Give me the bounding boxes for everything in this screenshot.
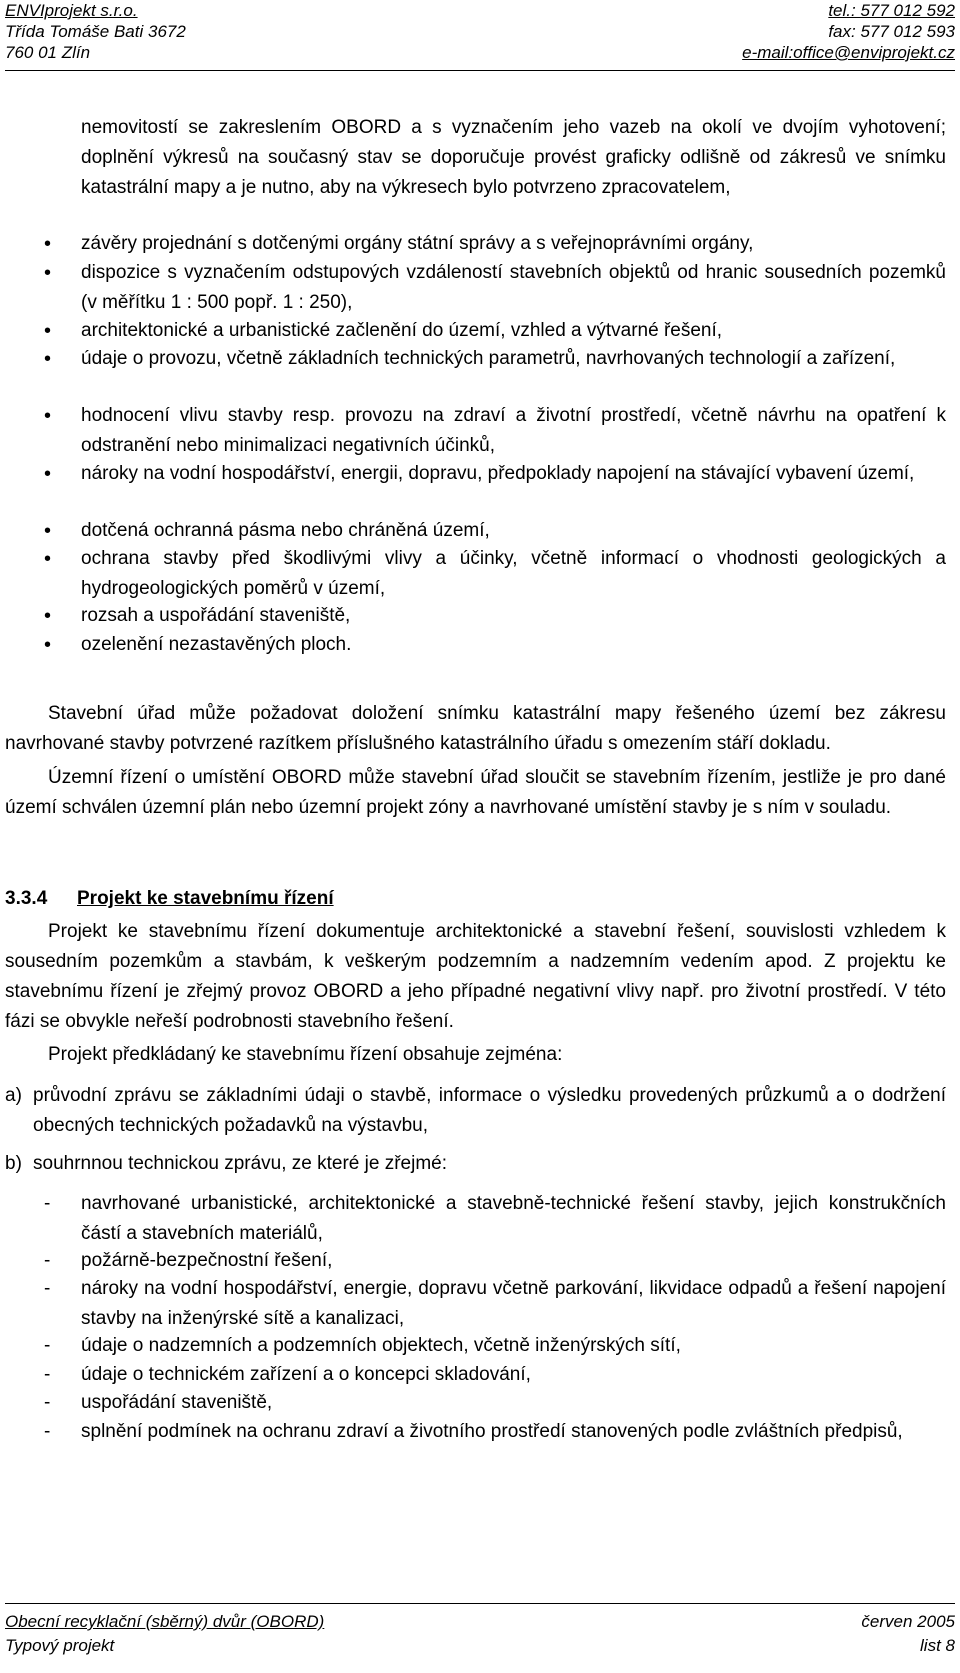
header-left: [5, 0, 186, 63]
footer-title: Obecní recyklační (sběrný) dvůr (OBORD): [5, 1612, 325, 1631]
footer-right: [861, 1610, 955, 1658]
section-heading: [5, 884, 334, 914]
company-name: ENVIprojekt s.r.o.: [5, 1, 138, 20]
company-phone: tel.: 577 012 592: [828, 1, 955, 20]
dash-marker: -: [44, 1278, 51, 1299]
bullet-marker: •: [44, 634, 52, 656]
header-right: [742, 0, 955, 63]
item-b-label: b): [5, 1153, 22, 1174]
list-item: ozelenění nezastavěných ploch.: [81, 634, 352, 655]
company-city: 760 01 Zlín: [5, 43, 91, 62]
bullet-marker: •: [44, 605, 52, 627]
list-item: dotčená ochranná pásma nebo chráněná území,: [81, 520, 490, 541]
bullet-marker: •: [44, 233, 52, 255]
list-item: architektonické a urbanistické začlenění do území, vzhled a výtvarné řešení,: [81, 320, 723, 341]
bullet-marker: •: [44, 548, 52, 570]
list-item: nároky na vodní hospodářství, energie, dopravu včetně parkování, likvidace odpadů a řešení napojení stavby na inženýrské sítě a kanalizaci,: [81, 1278, 946, 1329]
item-b-text: souhrnnou technickou zprávu, ze které je zřejmé:: [33, 1153, 447, 1174]
list-item: nároky na vodní hospodářství, energii, dopravu, předpoklady napojení na stávající vybavení území,: [81, 463, 915, 484]
list-item: požárně-bezpečnostní řešení,: [81, 1250, 333, 1271]
bullet-marker: •: [44, 405, 52, 427]
item-a-label: a): [5, 1085, 22, 1106]
item-a-text: průvodní zprávu se základními údaji o stavbě, informace o výsledku provedených průzkumů a o dodržení obecných technických požadavků na výstavbu,: [33, 1085, 946, 1136]
company-fax: fax: 577 012 593: [828, 22, 955, 41]
list-item: splnění podmínek na ochranu zdraví a životního prostředí stanovených podle zvláštních předpisů,: [81, 1421, 903, 1442]
list-item: hodnocení vlivu stavby resp. provozu na zdraví a životní prostředí, včetně návrhu na opatření k odstranění nebo minimalizaci negativních účinků,: [81, 405, 946, 456]
list-item: údaje o nadzemních a podzemních objektech, včetně inženýrských sítí,: [81, 1335, 681, 1356]
bullet-marker: •: [44, 262, 52, 284]
list-item: rozsah a uspořádání staveniště,: [81, 605, 351, 626]
bullet-marker: •: [44, 520, 52, 542]
list-item: údaje o technickém zařízení a o koncepci skladování,: [81, 1364, 531, 1385]
page-number: list 8: [920, 1636, 955, 1655]
list-item: závěry projednání s dotčenými orgány státní správy a s veřejnoprávními orgány,: [81, 233, 754, 254]
paragraph-uzemni-rizeni: Územní řízení o umístění OBORD může stavební úřad sloučit se stavebním řízením, jestliže je pro dané území schválen územní plán nebo územní projekt zóny a navrhované umístění stavby je s ním v souladu.: [5, 767, 946, 818]
list-item: údaje o provozu, včetně základních technických parametrů, navrhovaných technologií a zařízení,: [81, 348, 896, 369]
dash-marker: -: [44, 1193, 51, 1214]
dash-marker: -: [44, 1392, 51, 1413]
page-footer: [5, 1603, 955, 1673]
dash-marker: -: [44, 1421, 51, 1442]
section-paragraph-2: Projekt předkládaný ke stavebnímu řízení obsahuje zejména:: [48, 1044, 563, 1065]
list-item: ochrana stavby před škodlivými vlivy a účinky, včetně informací o vhodnosti geologických a hydrogeologických poměrů v území,: [81, 548, 946, 599]
dash-marker: -: [44, 1364, 51, 1385]
list-item: dispozice s vyznačením odstupových vzdáleností stavebních objektů od hranic sousedních pozemků (v měřítku 1 : 500 popř. 1 : 250),: [81, 262, 946, 313]
intro-text: nemovitostí se zakreslením OBORD a s vyznačením jeho vazeb na okolí ve dvojím vyhotovení; doplnění výkresů na současný stav se doporučuje provést graficky odlišně od zákresů ve snímku katastrální mapy a je nutno, aby na výkresech bylo potvrzeno zpracovatelem,: [81, 117, 946, 198]
footer-left: [5, 1610, 324, 1658]
dash-marker: -: [44, 1250, 51, 1271]
dash-marker: -: [44, 1335, 51, 1356]
company-email[interactable]: e-mail:office@enviprojekt.cz: [742, 43, 955, 62]
footer-subtitle: Typový projekt: [5, 1636, 115, 1655]
section-number: 3.3.4: [5, 888, 48, 909]
page-header: [5, 0, 955, 71]
footer-date: červen 2005: [861, 1612, 955, 1631]
bullet-marker: •: [44, 320, 52, 342]
section-paragraph-1: Projekt ke stavebnímu řízení dokumentuje architektonické a stavební řešení, souvislosti vzhledem k sousedním pozemkům a stavbám, k veškerým podzemním a nadzemním vedením apod. Z projektu ke stavebnímu řízení je zřejmý provoz OBORD a jeho případné negativní vlivy např. pro životní prostředí. V této fázi se obvykle neřeší podrobnosti stavebního řešení.: [5, 921, 946, 1032]
section-title: Projekt ke stavebnímu řízení: [77, 888, 334, 909]
bullet-marker: •: [44, 348, 52, 370]
bullet-marker: •: [44, 463, 52, 485]
list-item: uspořádání staveniště,: [81, 1392, 273, 1413]
paragraph-katastralni-mapa: Stavební úřad může požadovat doložení snímku katastrální mapy řešeného území bez zákresu navrhované stavby potvrzené razítkem příslušného katastrálního úřadu s omezením stáří dokladu.: [5, 703, 946, 754]
list-item: navrhované urbanistické, architektonické a stavebně-technické řešení stavby, jejich konstrukčních částí a stavebních materiálů,: [81, 1193, 946, 1244]
company-street: Třída Tomáše Bati 3672: [5, 22, 186, 41]
